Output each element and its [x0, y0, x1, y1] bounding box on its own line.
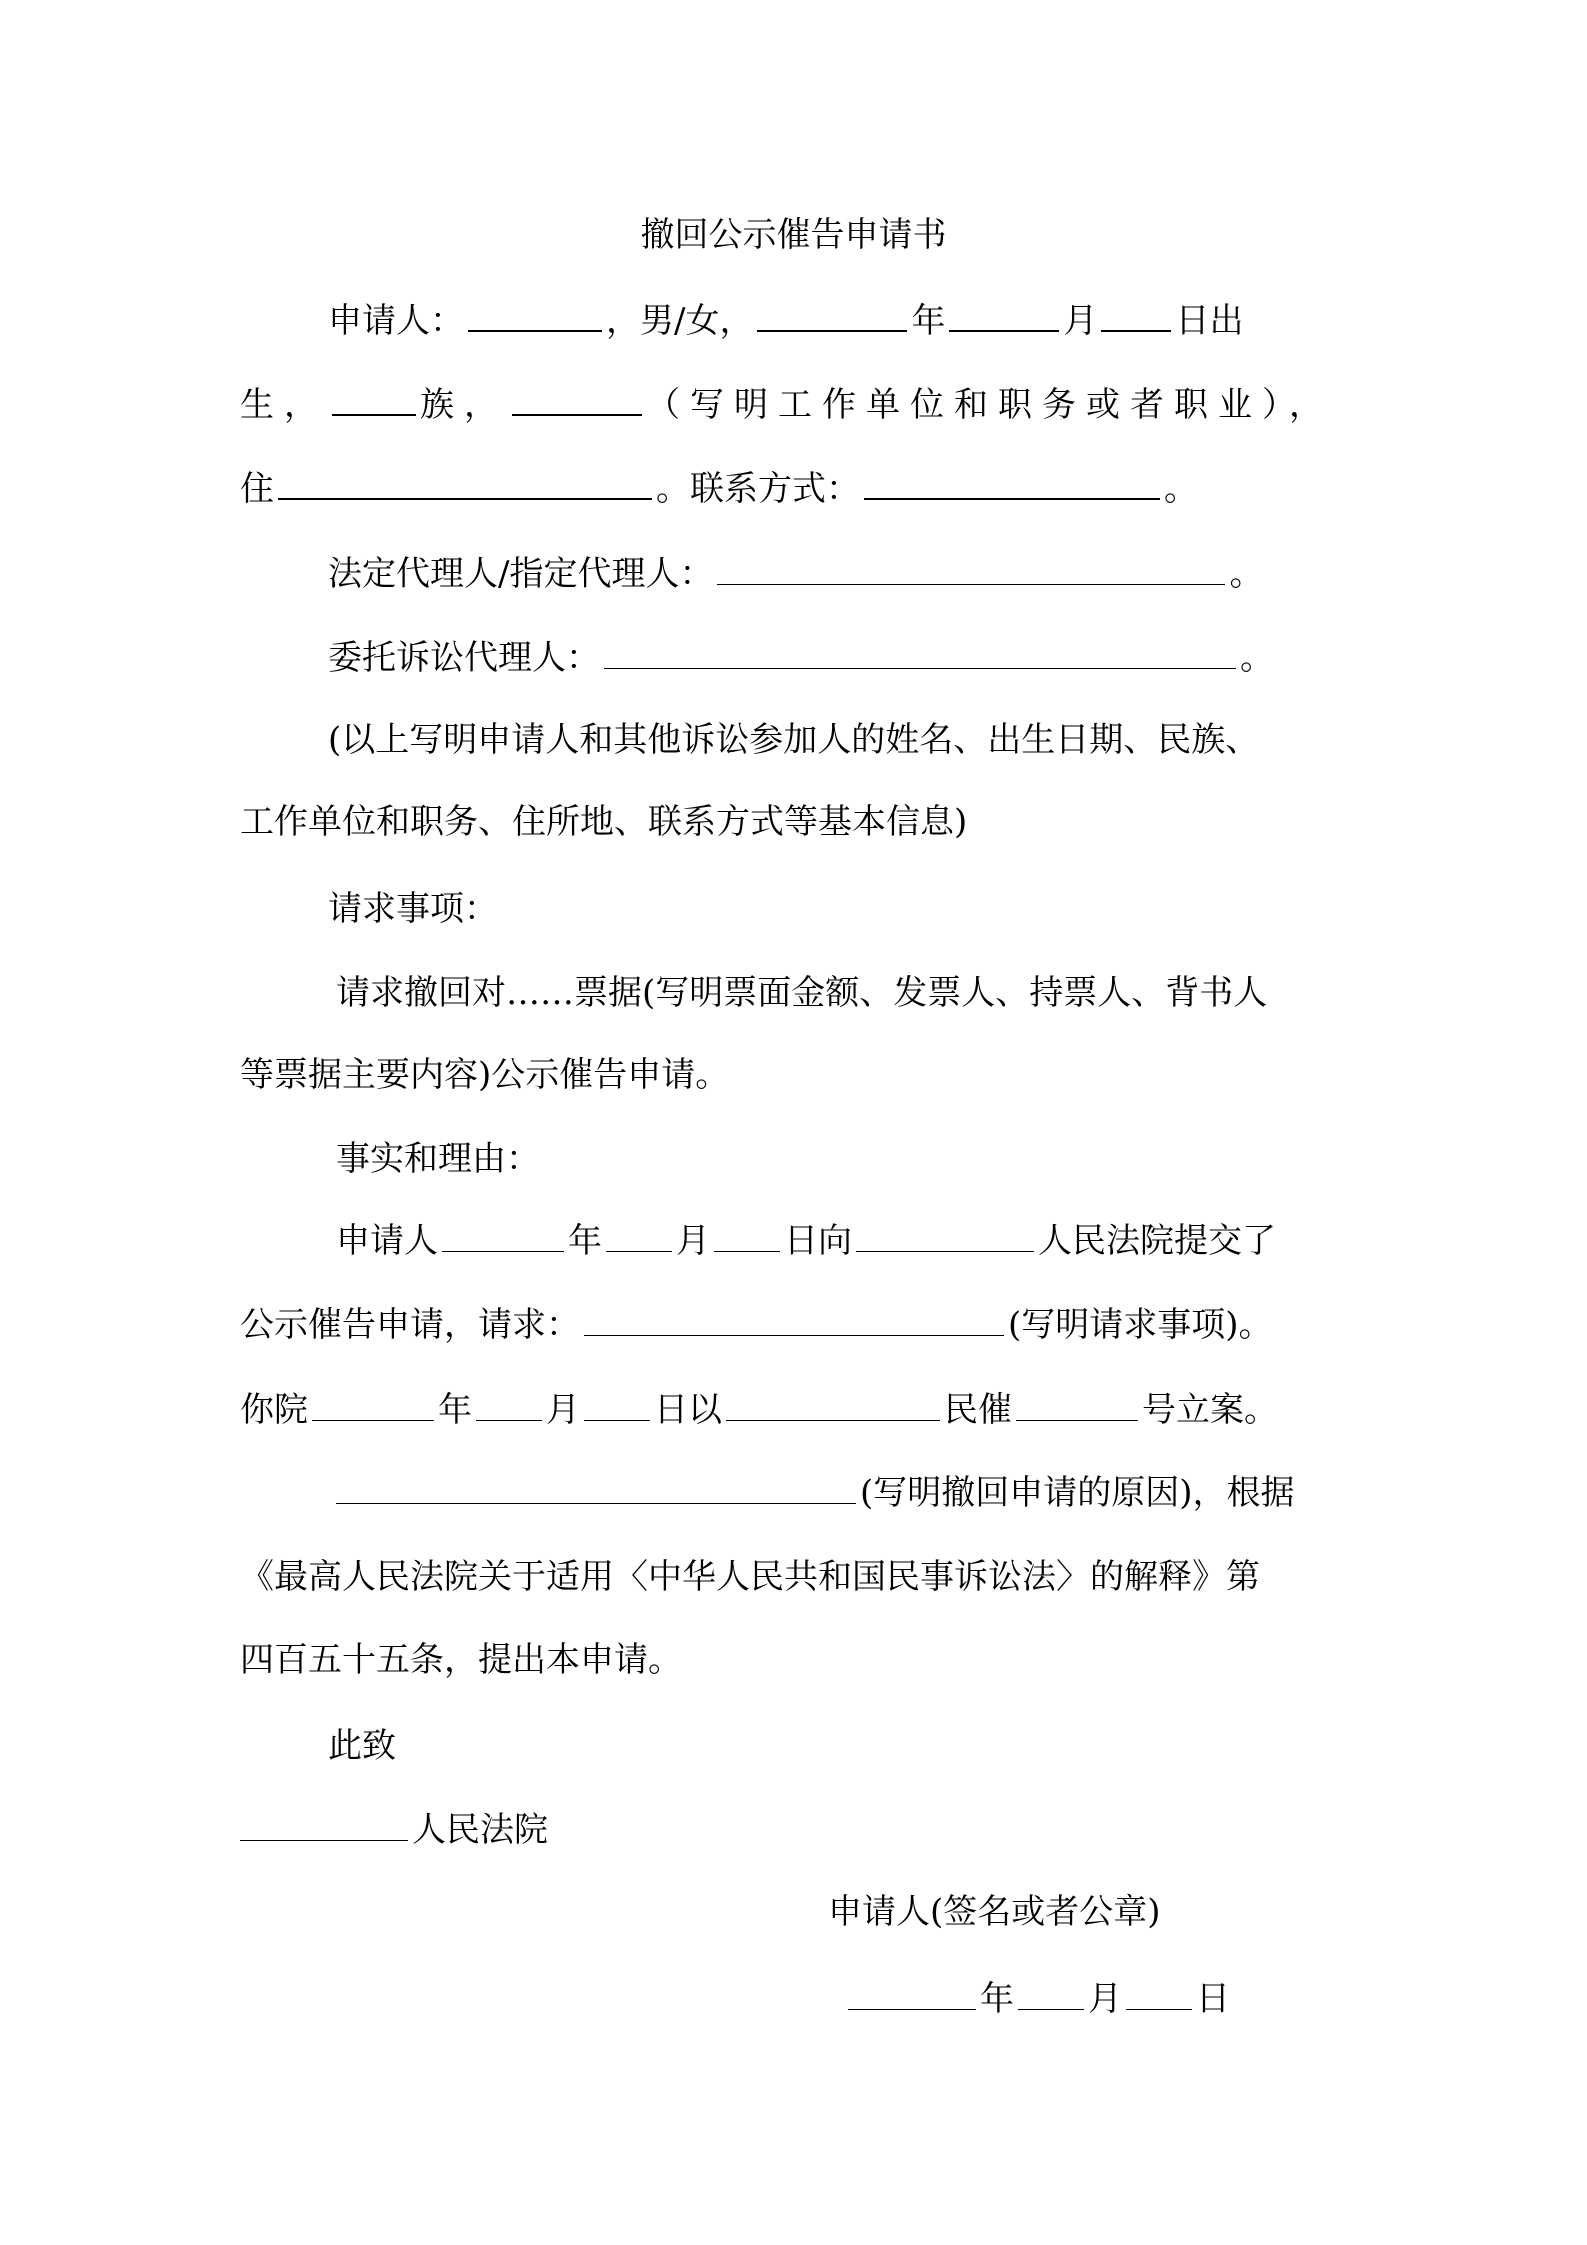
closing: 此致 [328, 1726, 396, 1766]
facts-line-6: 四百五十五条，提出本申请。 [240, 1640, 682, 1680]
day-label: 日出 [1175, 301, 1244, 341]
reason-note: (写明撤回申请的原因)，根据 [860, 1473, 1295, 1513]
request-blank[interactable] [584, 1305, 1004, 1336]
year-label: 年 [438, 1390, 472, 1430]
sign-month-blank[interactable] [1018, 1979, 1084, 2010]
day-label: 日 [1196, 1979, 1230, 2019]
day-label: 日以 [654, 1390, 722, 1430]
year-label: 年 [911, 301, 946, 341]
court-label: 人民法院提交了 [1038, 1221, 1276, 1261]
month-label: 月 [1088, 1979, 1122, 2019]
period: 。 [1229, 554, 1264, 594]
occupation-blank[interactable] [512, 384, 642, 416]
request-line-2: 等票据主要内容)公示催告申请。 [240, 1055, 730, 1095]
applicant-label: 申请人 [336, 1221, 438, 1261]
court-blank[interactable] [856, 1221, 1034, 1252]
facts-line-4 [336, 1473, 1295, 1513]
document-title: 撤回公示催告申请书 [640, 215, 947, 255]
applicant-line-2 [240, 384, 1333, 425]
applicant-line-1 [328, 300, 1243, 341]
legal-agent-blank[interactable] [717, 554, 1225, 585]
birth-day-blank[interactable] [1101, 300, 1171, 332]
filing-day-blank[interactable] [584, 1390, 650, 1421]
occupation-note: （写明工作单位和职务或者职业）， [646, 385, 1333, 425]
entrusted-agent-blank[interactable] [604, 638, 1236, 669]
facts-line-2 [240, 1305, 1273, 1345]
sign-year-blank[interactable] [848, 1979, 976, 2010]
ethnic-blank[interactable] [332, 384, 416, 416]
court-suffix: 人民法院 [412, 1810, 548, 1850]
gender-label: ，男/女， [606, 301, 754, 341]
address-label: 住 [240, 469, 274, 509]
submit-month-blank[interactable] [606, 1221, 672, 1252]
court-ref-label: 你院 [240, 1390, 308, 1430]
note-line-1: (以上写明申请人和其他诉讼参加人的姓名、出生日期、民族、 [328, 720, 1260, 760]
year-label: 年 [980, 1979, 1014, 2019]
entrusted-agent-label: 委托诉讼代理人： [328, 638, 600, 678]
legal-agent-line [328, 554, 1263, 594]
facts-line-5: 《最高人民法院关于适用〈中华人民共和国民事诉讼法〉的解释》第 [240, 1557, 1260, 1597]
day-label: 日向 [784, 1221, 852, 1261]
case-prefix-blank[interactable] [726, 1390, 940, 1421]
applicant-line-3 [240, 468, 1198, 509]
request-label: 公示催告申请，请求： [240, 1305, 580, 1345]
request-line-1: 请求撤回对……票据(写明票面金额、发票人、持票人、背书人 [336, 973, 1268, 1013]
case-end-label: 号立案。 [1142, 1390, 1278, 1430]
filing-month-blank[interactable] [476, 1390, 542, 1421]
request-heading: 请求事项： [328, 889, 498, 929]
month-label: 月 [1063, 301, 1098, 341]
date-line [848, 1979, 1230, 2019]
reason-blank[interactable] [336, 1473, 856, 1504]
applicant-label: 申请人： [328, 301, 464, 341]
contact-label: 。联系方式： [656, 469, 860, 509]
sign-day-blank[interactable] [1126, 1979, 1192, 2010]
court-line [240, 1810, 548, 1850]
case-type-label: 民催 [944, 1390, 1012, 1430]
entrusted-agent-line [328, 638, 1274, 678]
case-number-blank[interactable] [1016, 1390, 1138, 1421]
address-blank[interactable] [278, 468, 652, 500]
request-note: (写明请求事项)。 [1008, 1305, 1273, 1345]
facts-line-1 [336, 1221, 1276, 1261]
legal-agent-label: 法定代理人/指定代理人： [328, 554, 714, 594]
period: 。 [1240, 638, 1274, 678]
addressee-court-blank[interactable] [240, 1810, 408, 1841]
facts-line-3 [240, 1390, 1278, 1430]
ethnic-label: 族， [420, 385, 508, 425]
submit-day-blank[interactable] [714, 1221, 780, 1252]
period: 。 [1164, 469, 1198, 509]
birth-month-blank[interactable] [949, 300, 1059, 332]
submit-year-blank[interactable] [442, 1221, 564, 1252]
contact-blank[interactable] [864, 468, 1160, 500]
note-line-2: 工作单位和职务、住所地、联系方式等基本信息) [240, 802, 968, 842]
born-label: 生， [240, 385, 328, 425]
month-label: 月 [546, 1390, 580, 1430]
month-label: 月 [676, 1221, 710, 1261]
name-blank[interactable] [468, 300, 602, 332]
birth-year-blank[interactable] [757, 300, 907, 332]
signature-line: 申请人(签名或者公章) [828, 1892, 1161, 1932]
year-label: 年 [568, 1221, 602, 1261]
facts-heading: 事实和理由： [336, 1139, 540, 1179]
filing-year-blank[interactable] [312, 1390, 434, 1421]
